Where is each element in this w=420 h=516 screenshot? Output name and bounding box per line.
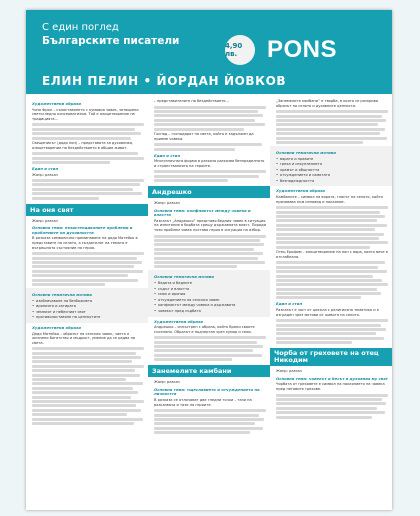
text-line <box>276 215 385 218</box>
text-line <box>32 261 142 264</box>
series-title: Българските писатели <box>42 35 180 47</box>
section-heading-andreshko: Андрешко <box>148 186 270 198</box>
text-line <box>154 418 264 421</box>
text-line <box>276 279 382 282</box>
text-line <box>276 228 375 231</box>
text-line <box>32 257 137 260</box>
list-item: • човекът пред съдбата <box>154 309 266 314</box>
text-line <box>276 332 376 335</box>
subheading: Художествени образи <box>32 324 81 330</box>
text-line <box>32 161 110 164</box>
subheading: Основна тема: тщеславието и отчуждението на личността <box>154 386 260 397</box>
text-line <box>276 341 352 344</box>
text-line <box>276 123 378 126</box>
list-item: • иронията и сатирата <box>32 304 144 309</box>
motifs-box <box>270 146 392 187</box>
text-line <box>154 414 259 417</box>
list-item: • конфликтът между човека и държавата <box>154 303 266 308</box>
text-line <box>32 360 132 363</box>
text-line <box>154 175 259 178</box>
motifs-box <box>148 270 270 316</box>
text-line <box>32 132 141 135</box>
text-line <box>154 248 254 251</box>
text-line <box>276 288 377 291</box>
text-line <box>276 211 380 214</box>
text-line <box>32 391 138 394</box>
text-line <box>276 241 388 244</box>
text-line <box>154 261 265 264</box>
text-line <box>32 179 144 182</box>
text-line <box>32 422 134 425</box>
text-line <box>154 170 266 173</box>
text-line <box>32 378 126 381</box>
list-item: • изобличаване на безбожието <box>32 299 144 304</box>
paragraph: Камбаните – символ на вярата, гласът на селото, който призовава към изповед и покаяние. <box>276 195 383 204</box>
text-line <box>154 106 266 109</box>
text-line <box>276 237 379 240</box>
text-line <box>276 137 387 140</box>
paragraph: Андрешко – изпъстрен с образа, който брани своите съселяни. Образът е подчертан чрез хумор и смях. <box>154 325 255 334</box>
text-line <box>276 283 388 286</box>
section-heading-chorba-ot-grehovete: Чорба от греховете на отец Никодим <box>270 348 392 366</box>
text-line <box>32 382 143 385</box>
text-line <box>32 369 135 372</box>
paragraph: „Занемелите камбани” е творба, в която се разкрива образът на селото и духовните ценности. <box>276 99 378 108</box>
text-line <box>32 396 131 399</box>
column-1 <box>26 94 148 510</box>
text-line <box>276 224 387 227</box>
subheading: Основни тематични мотиви <box>154 274 214 280</box>
text-line <box>154 252 263 255</box>
paragraph: Чорбата от греховете е символ на покаянието на човека пред неговите грехове. <box>276 382 385 391</box>
column-2 <box>148 94 270 510</box>
text-line <box>276 266 378 269</box>
text-line <box>32 418 143 421</box>
list-item: • отчуждението на селския човек <box>154 298 266 303</box>
text-line <box>32 252 144 255</box>
text-line <box>276 324 381 327</box>
subheading: Основна тема: човекът и бесът в духовния му свят <box>276 375 388 381</box>
text-line <box>32 123 144 126</box>
text-line <box>32 274 128 277</box>
list-item: • бедата и бедните <box>154 281 266 286</box>
text-line <box>32 387 133 390</box>
subheading: Основна тема: екзистенциалните проблеми и проблемите на духовността <box>32 225 133 235</box>
paragraph: В разказа символично преминаване на дядо Матейко в представите на селото, а създателят на темата е вътрешното състояние на героя. <box>32 236 138 250</box>
list-item: • вярата и нравите <box>276 157 388 162</box>
text-line <box>276 402 386 405</box>
book-cover <box>26 10 392 510</box>
text-line <box>32 365 144 368</box>
text-line <box>32 400 144 403</box>
text-line <box>276 292 381 295</box>
text-line <box>32 374 140 377</box>
paragraph: – представителите на бездействието... <box>154 99 229 103</box>
text-line <box>32 183 140 186</box>
text-line <box>276 319 388 322</box>
subheading: Художествени образи <box>32 101 81 106</box>
text-line <box>154 148 235 151</box>
text-line <box>32 283 105 286</box>
text-line <box>154 341 257 344</box>
text-line <box>32 413 127 416</box>
subheading: Основна тема: конфликтът между човека и властта <box>154 207 251 218</box>
text-line <box>276 337 384 340</box>
text-line <box>154 235 266 238</box>
paragraph: Разказът е част от цикъла с религиозна тематика и е изграден чрез мотиви от живота на селото. <box>276 308 379 317</box>
text-line <box>276 115 382 118</box>
text-line <box>276 246 370 249</box>
text-line <box>32 409 141 412</box>
list-item: • земният и небесният свят <box>32 310 144 315</box>
text-line <box>32 352 136 355</box>
text-line <box>276 394 388 397</box>
text-line <box>32 128 135 131</box>
paragraph: Чичо Фрол – съпоставянето с кумовия човек, затворено светогледно консерватизъм. Той е олицетворение на традицията... <box>32 107 139 121</box>
paragraph: Многозначната форма в разказа разказва безпределното и странстванията на героите. <box>154 159 265 168</box>
text-line <box>276 407 377 410</box>
paragraph: Господ – господарят на света, който е задължен да приеме човека. <box>154 131 254 141</box>
genre-label: Жанр: разказ <box>154 201 180 206</box>
list-item: • смях и ирония <box>154 292 266 297</box>
text-line <box>154 243 264 246</box>
text-line <box>276 141 363 144</box>
publisher-logo: PONS <box>267 36 338 63</box>
subheading: Един и стил <box>32 165 59 171</box>
text-line <box>276 398 382 401</box>
list-item: • безнадеждността <box>276 179 388 184</box>
text-line <box>154 110 258 113</box>
text-line <box>32 356 141 359</box>
text-line <box>276 328 386 331</box>
subheading: Основни тематични мотиви <box>32 291 92 297</box>
text-line <box>32 404 136 407</box>
subheading: Основни тематични мотиви <box>276 149 336 155</box>
text-line <box>154 345 263 348</box>
paragraph: Разказът „Андрешко” представя бедния човек в ситуация на изпитание в борбата срещу държавната власт. Поради този проблем човек поставя героя в ситуация на избор. <box>154 218 266 233</box>
subheading: Художествени образи <box>154 318 203 324</box>
genre-label: Жанр: разказ <box>32 218 58 223</box>
paragraph: Отец Ерофим – олицетворение на поп с вяра, която вече е отслабнала. <box>276 250 388 259</box>
text-line <box>154 239 260 242</box>
text-line <box>276 416 372 419</box>
text-line <box>276 206 388 209</box>
section-heading-na-onya-svyat: На оня свят <box>26 204 148 216</box>
text-line <box>276 132 380 135</box>
text-line <box>154 128 244 131</box>
text-line <box>154 358 232 361</box>
paragraph: Дядо Матейко – образът на селския човек, чието е жизнено богатство и мъдрост, умение да се радва на света. <box>32 331 136 345</box>
series-subtitle: С един поглед <box>42 22 119 33</box>
text-line <box>276 275 373 278</box>
text-line <box>276 110 388 113</box>
text-line <box>32 188 133 191</box>
text-line <box>154 119 255 122</box>
section-heading-zanemelite-kambani: Занемелите камбани <box>148 365 270 377</box>
text-line <box>154 431 250 434</box>
text-line <box>154 422 255 425</box>
content-columns <box>26 94 392 510</box>
list-item: • съдът и властта <box>154 287 266 292</box>
subheading: Един и стил <box>276 301 303 307</box>
subheading: Художествени образи <box>276 188 325 194</box>
paragraph: Свещеникът (дядо поп) – представата за духовника, олицетворение на бездействието в общия живот. <box>32 140 134 150</box>
text-line <box>276 411 385 414</box>
text-line <box>32 265 134 268</box>
text-line <box>276 261 385 264</box>
text-line <box>276 219 377 222</box>
list-item: • отчуждението и самотата <box>276 173 388 178</box>
motifs-box <box>26 288 148 323</box>
paragraph: Жанр: разказ <box>32 172 58 177</box>
list-item: • храмът и общността <box>276 168 388 173</box>
list-item: • греха и изкуплението <box>276 162 388 167</box>
text-line <box>276 270 387 273</box>
text-line <box>32 152 138 155</box>
price-badge: 4,90 лв. <box>225 35 255 65</box>
text-line <box>154 257 258 260</box>
text-line <box>154 265 237 268</box>
text-line <box>154 179 228 182</box>
text-line <box>154 349 253 352</box>
subheading: Един и стил <box>154 152 181 158</box>
page-title: ЕЛИН ПЕЛИН • ЙОРДАН ЙОВКОВ <box>42 74 287 88</box>
paragraph: В разказа се отличават две гледни точки – тази на разказвача и тази на героите. <box>154 398 252 407</box>
column-3 <box>270 94 392 510</box>
text-line <box>154 114 263 117</box>
text-line <box>154 123 265 126</box>
text-line <box>276 233 384 236</box>
text-line <box>32 347 144 350</box>
text-line <box>32 197 99 200</box>
text-line <box>32 192 142 195</box>
text-line <box>154 409 266 412</box>
text-line <box>276 128 385 131</box>
text-line <box>32 137 131 140</box>
text-line <box>32 270 143 273</box>
text-line <box>32 157 144 160</box>
text-line <box>154 427 263 430</box>
cover-header <box>26 10 392 94</box>
genre-label: Жанр: разказ <box>276 369 302 374</box>
text-line <box>32 279 138 282</box>
text-line <box>276 296 361 299</box>
text-line <box>154 143 262 146</box>
list-item: • противопоставяне на ценностите <box>32 315 144 320</box>
text-line <box>276 119 386 122</box>
text-line <box>154 354 262 357</box>
genre-label: Жанр: разказ <box>154 380 180 385</box>
text-line <box>154 336 266 339</box>
